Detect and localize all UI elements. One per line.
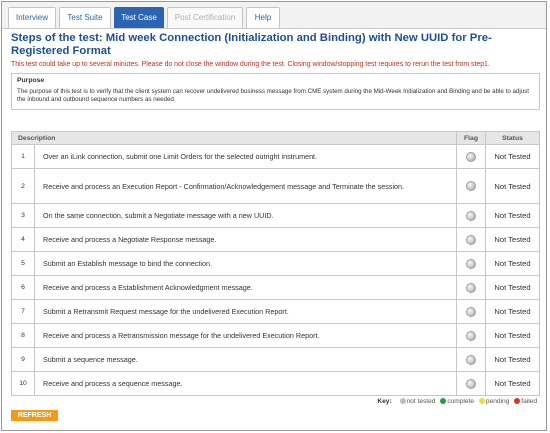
- step-status: Not Tested: [486, 300, 540, 324]
- failed-dot-icon: [514, 398, 520, 404]
- status-header: Status: [486, 132, 540, 145]
- step-status: Not Tested: [486, 372, 540, 396]
- legend-complete: complete: [447, 398, 475, 405]
- legend-not-tested: not tested: [406, 398, 436, 405]
- step-number: 7: [12, 300, 35, 323]
- step-number: 5: [12, 252, 35, 275]
- tab-post-certification: Post Certification: [167, 7, 243, 28]
- warning-message: This test could take up to several minutes. Please do not close the window during the test. Closing window/stopping test requires to rerun the test from step1.: [11, 61, 490, 68]
- step-status: Not Tested: [486, 276, 540, 300]
- purpose-text: The purpose of this test is to verify that the client system can recover undelivered business message from CME system during the Mid-Week Initialization and Binding and be able to adjust the inbound and outbound sequence numbers as needed.: [17, 88, 529, 103]
- flag-not-tested-icon: [466, 235, 476, 245]
- not-tested-dot-icon: [400, 398, 406, 404]
- step-number: 2: [12, 169, 35, 203]
- step-description: Submit a Retransmit Request message for the undelivered Execution Report.: [43, 307, 289, 316]
- tab-test-suite[interactable]: Test Suite: [59, 7, 111, 28]
- step-description: Over an iLink connection, submit one Limit Orders for the selected outright instrument.: [43, 152, 318, 161]
- tab-test-case[interactable]: Test Case: [114, 7, 164, 28]
- test-case-window: [1, 1, 547, 431]
- tab-interview[interactable]: Interview: [8, 7, 56, 28]
- step-status: Not Tested: [486, 204, 540, 228]
- refresh-button[interactable]: REFRESH: [11, 410, 58, 421]
- table-row: [12, 228, 540, 252]
- step-number: 6: [12, 276, 35, 299]
- flag-not-tested-icon: [466, 331, 476, 341]
- flag-header: Flag: [457, 132, 486, 145]
- flag-not-tested-icon: [466, 307, 476, 317]
- step-number: 9: [12, 348, 35, 371]
- step-number: 3: [12, 204, 35, 227]
- tab-bar: [2, 2, 546, 29]
- table-row: [12, 372, 540, 396]
- step-status: Not Tested: [486, 145, 540, 169]
- table-row: [12, 252, 540, 276]
- step-description: Receive and process a Negotiate Response message.: [43, 235, 217, 244]
- table-header-row: [12, 132, 540, 145]
- table-row: [12, 348, 540, 372]
- step-number: 8: [12, 324, 35, 347]
- purpose-heading: Purpose: [17, 77, 45, 84]
- complete-dot-icon: [440, 398, 446, 404]
- step-description: Submit an Establish message to bind the connection.: [43, 259, 213, 268]
- purpose-box: [11, 73, 540, 110]
- step-status: Not Tested: [486, 169, 540, 204]
- table-row: [12, 300, 540, 324]
- step-number: 10: [12, 372, 35, 395]
- step-status: Not Tested: [486, 252, 540, 276]
- step-number: 1: [12, 145, 35, 168]
- legend-pending: pending: [485, 398, 510, 405]
- flag-not-tested-icon: [466, 379, 476, 389]
- step-description: Receive and process a Establishment Acknowledgment message.: [43, 283, 253, 292]
- step-description: Receive and process a sequence message.: [43, 379, 183, 388]
- step-description: On the same connection, submit a Negotiate message with a new UUID.: [43, 211, 274, 220]
- step-status: Not Tested: [486, 324, 540, 348]
- table-row: [12, 204, 540, 228]
- step-status: Not Tested: [486, 228, 540, 252]
- table-row: [12, 145, 540, 169]
- pending-dot-icon: [479, 398, 485, 404]
- legend-key-label: Key:: [377, 398, 392, 405]
- table-row: [12, 324, 540, 348]
- page-title: Steps of the test: Mid week Connection (Initialization and Binding) with New UUID for Pre-Registered Format: [11, 32, 492, 57]
- flag-legend: [377, 398, 537, 405]
- flag-not-tested-icon: [466, 211, 476, 221]
- steps-table: [11, 131, 540, 396]
- step-description: Submit a sequence message.: [43, 355, 138, 364]
- flag-not-tested-icon: [466, 283, 476, 293]
- flag-not-tested-icon: [466, 259, 476, 269]
- step-description: Receive and process a Retransmission message for the undelivered Execution Report.: [43, 331, 320, 340]
- table-row: [12, 276, 540, 300]
- flag-not-tested-icon: [466, 152, 476, 162]
- step-number: 4: [12, 228, 35, 251]
- step-description: Receive and process an Execution Report - Confirmation/Acknowledgement message and Terminate the session.: [43, 181, 405, 191]
- flag-not-tested-icon: [466, 181, 476, 191]
- description-header: Description: [12, 132, 457, 145]
- step-status: Not Tested: [486, 348, 540, 372]
- flag-not-tested-icon: [466, 355, 476, 365]
- legend-failed: failed: [521, 398, 537, 405]
- tab-help[interactable]: Help: [246, 7, 280, 28]
- table-row: [12, 169, 540, 204]
